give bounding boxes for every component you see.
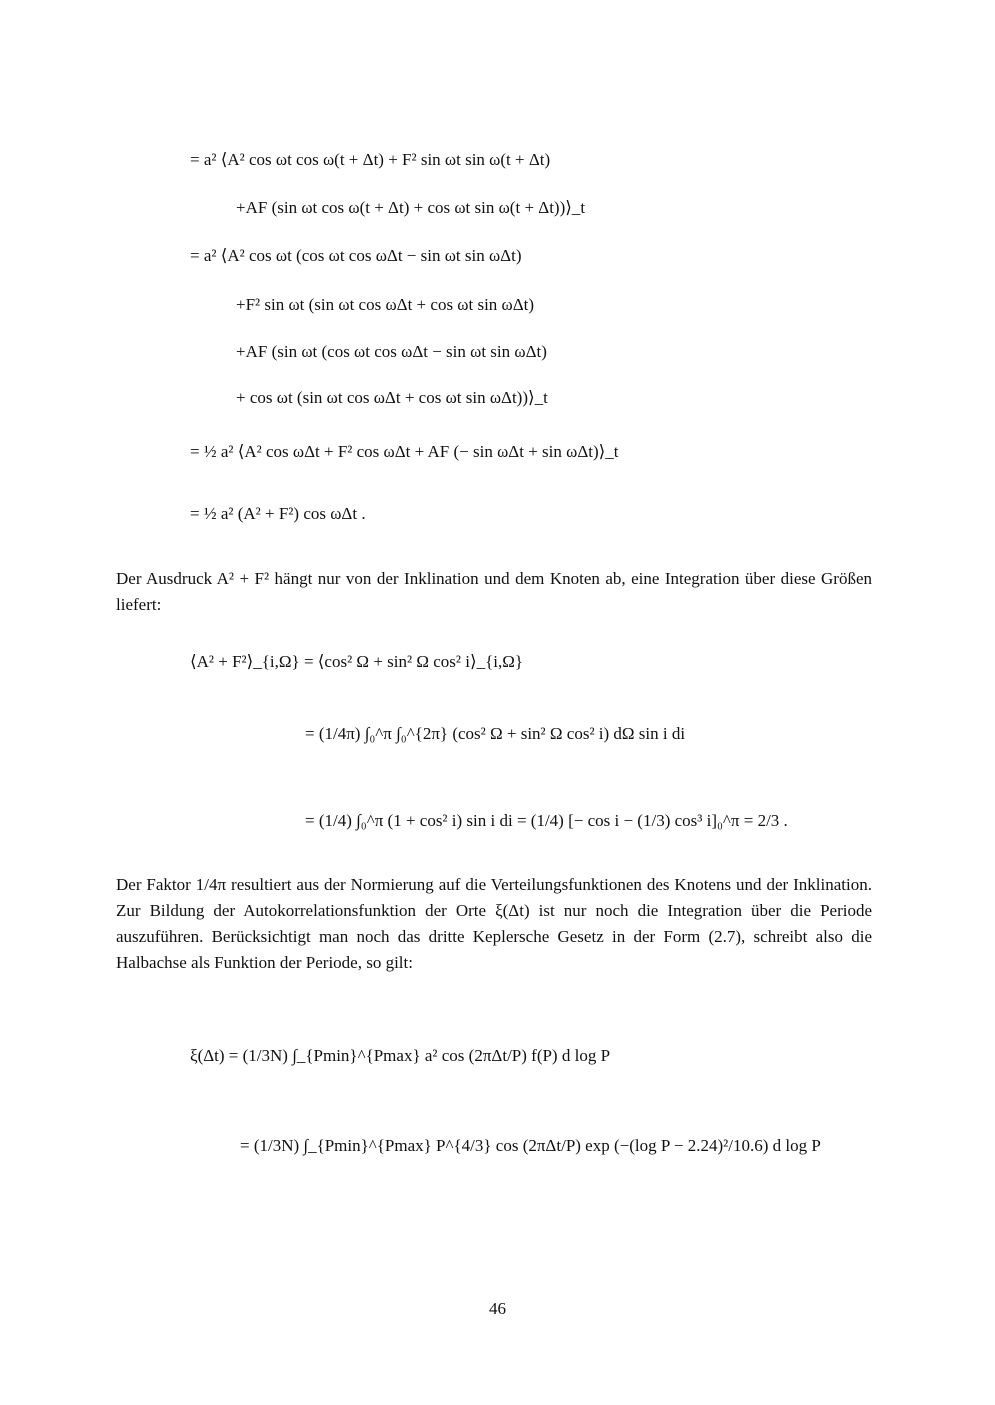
- equation-double-integral: = (1/4π) ∫₀^π ∫₀^{2π} (cos² Ω + sin² Ω cos² i) dΩ sin i di: [305, 724, 686, 743]
- equation-xi-expanded: = (1/3N) ∫_{Pmin}^{Pmax} P^{4/3} cos (2πΔt/P) exp (−(log P − 2.24)²/10.6) d log P: [240, 1136, 821, 1155]
- equation-line-1: = a² ⟨A² cos ωt cos ω(t + Δt) + F² sin ωt sin ω(t + Δt): [190, 150, 551, 169]
- equation-line-4: +F² sin ωt (sin ωt cos ωΔt + cos ωt sin ωΔt): [236, 295, 535, 314]
- equation-line-6: + cos ωt (sin ωt cos ωΔt + cos ωt sin ωΔt))⟩_t: [236, 388, 548, 407]
- equation-line-7: = ½ a² ⟨A² cos ωΔt + F² cos ωΔt + AF (− sin ωΔt + sin ωΔt)⟩_t: [190, 442, 619, 461]
- equation-line-3: = a² ⟨A² cos ωt (cos ωt cos ωΔt − sin ωt sin ωΔt): [190, 246, 522, 265]
- equation-line-5: +AF (sin ωt (cos ωt cos ωΔt − sin ωt sin ωΔt): [236, 342, 547, 361]
- paragraph-1-text: Der Ausdruck A² + F² hängt nur von der Inklination und dem Knoten ab, eine Integration über diese Größen liefert:: [116, 569, 872, 614]
- paragraph-2-text: Der Faktor 1/4π resultiert aus der Normierung auf die Verteilungsfunktionen des Knotens und der Inklination. Zur Bildung der Autokorrelationsfunktion der Orte ξ(Δt) ist nur noch die Integration über die Periode auszuführen. Berücksichtigt man noch das dritte Keplersche Gesetz in der Form (2.7), schreibt also die Halbachse als Funktion der Periode, so gilt:: [116, 875, 872, 972]
- equation-xi-definition: ξ(Δt) = (1/3N) ∫_{Pmin}^{Pmax} a² cos (2πΔt/P) f(P) d log P: [190, 1046, 611, 1065]
- page-number: 46: [489, 1299, 506, 1318]
- paragraph-2: [116, 872, 872, 976]
- equation-line-2: +AF (sin ωt cos ω(t + Δt) + cos ωt sin ω(t + Δt))⟩_t: [236, 198, 586, 217]
- equation-single-integral: = (1/4) ∫₀^π (1 + cos² i) sin i di = (1/4) [− cos i − (1/3) cos³ i]₀^π = 2/3 .: [305, 811, 788, 830]
- paragraph-1: [116, 566, 872, 618]
- equation-average: ⟨A² + F²⟩_{i,Ω} = ⟨cos² Ω + sin² Ω cos² i⟩_{i,Ω}: [190, 652, 524, 671]
- equation-line-8: = ½ a² (A² + F²) cos ωΔt .: [190, 504, 366, 523]
